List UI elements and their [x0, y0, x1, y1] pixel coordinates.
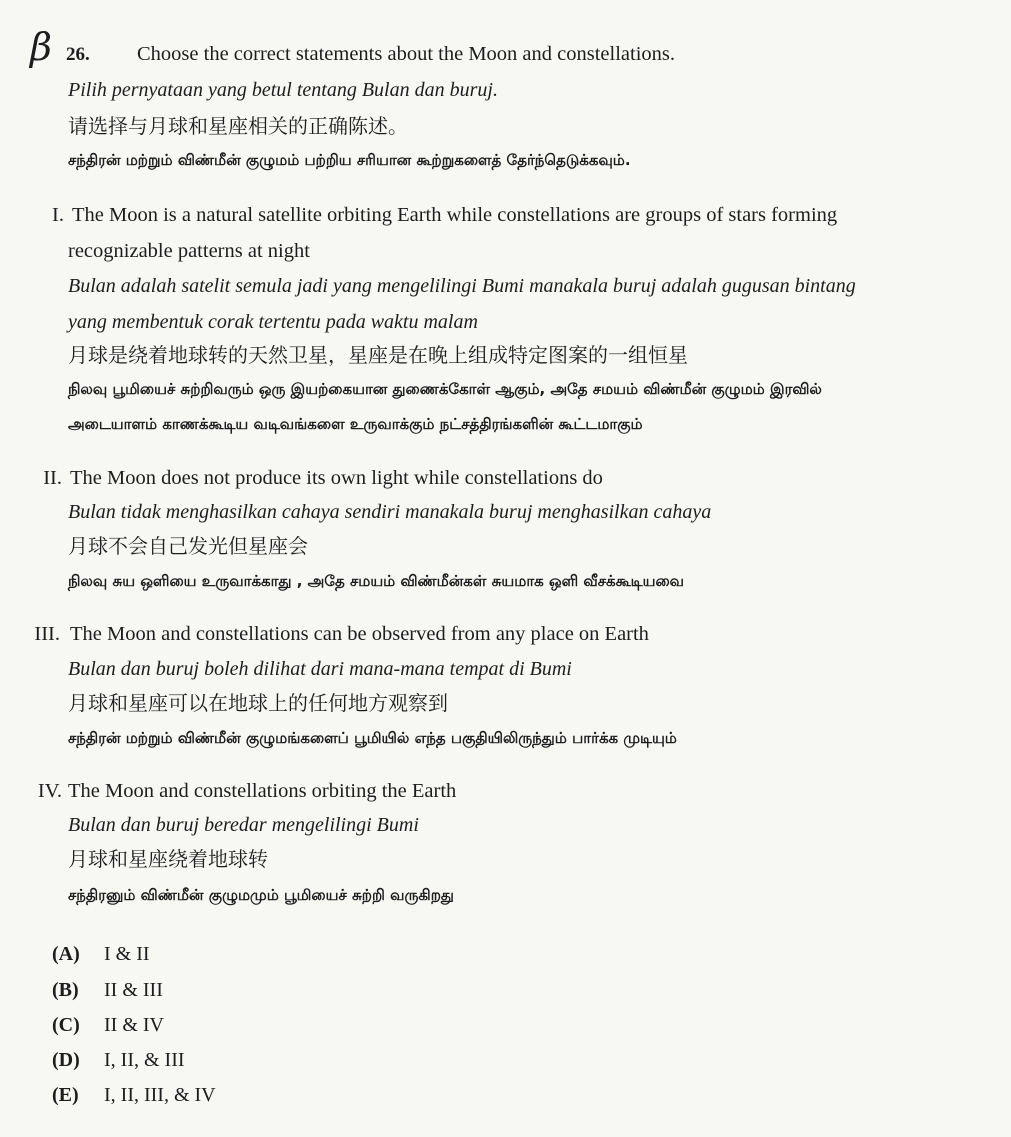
statement-numeral: II. [43, 467, 62, 489]
statement-ms-line: Bulan tidak menghasilkan cahaya sendiri manakala buruj menghasilkan cahaya [68, 501, 712, 523]
option-text: I, II, III, & IV [104, 1084, 216, 1106]
option-text: I, II, & III [104, 1049, 185, 1071]
statement-ms-line: yang membentuk corak tertentu pada waktu malam [68, 311, 478, 333]
statement-en-line: The Moon and constellations can be observed from any place on Earth [70, 623, 649, 645]
question-stem-zh: 请选择与月球和星座相关的正确陈述。 [68, 114, 408, 138]
statement-en-line: The Moon and constellations orbiting the Earth [68, 780, 457, 802]
statement-en-line: recognizable patterns at night [68, 240, 310, 262]
question-stem-ms: Pilih pernyataan yang betul tentang Bulan dan buruj. [68, 79, 498, 101]
statement-zh-line: 月球和星座绕着地球转 [68, 847, 268, 871]
question-number: 26. [66, 44, 90, 65]
option-letter: (C) [52, 1014, 80, 1036]
option-letter: (D) [52, 1049, 80, 1071]
question-stem-en: Choose the correct statements about the Moon and constellations. [137, 43, 675, 65]
statement-en-line: The Moon is a natural satellite orbiting Earth while constellations are groups of stars forming [72, 204, 838, 226]
beta-marker: β [30, 25, 52, 69]
statement-numeral: I. [52, 204, 64, 226]
statement-zh-line: 月球和星座可以在地球上的任何地方观察到 [68, 691, 448, 715]
statement-zh-line: 月球是绕着地球转的天然卫星，星座是在晚上组成特定图案的一组恒星 [68, 343, 688, 367]
statement-ta-line: நிலவு பூமியைச் சுற்றிவரும் ஒரு இயற்கையான துணைக்கோள் ஆகும், அதே சமயம் விண்மீன் குழுமம் இரவில் [68, 380, 822, 398]
statement-numeral: IV. [37, 780, 62, 802]
statement-numeral: III. [34, 623, 60, 645]
statement-ta-line: அடையாளம் காணக்கூடிய வடிவங்களை உருவாக்கும் நட்சத்திரங்களின் கூட்டமாகும் [68, 415, 643, 433]
statement-ms-line: Bulan dan buruj beredar mengelilingi Bumi [68, 814, 419, 836]
statement-ta-line: சந்திரனும் விண்மீன் குழுமமும் பூமியைச் சுற்றி வருகிறது [68, 886, 454, 904]
option-letter: (B) [52, 979, 79, 1001]
statement-en-line: The Moon does not produce its own light while constellations do [70, 467, 603, 489]
statement-ta-line: நிலவு சுய ஒளியை உருவாக்காது , அதே சமயம் விண்மீன்கள் சுயமாக ஒளி வீசக்கூடியவை [68, 572, 685, 590]
option-text: II & IV [104, 1014, 164, 1036]
statement-ms-line: Bulan dan buruj boleh dilihat dari mana-mana tempat di Bumi [68, 658, 572, 680]
statement-zh-line: 月球不会自己发光但星座会 [68, 534, 308, 558]
option-text: I & II [104, 943, 150, 965]
statement-ms-line: Bulan adalah satelit semula jadi yang mengelilingi Bumi manakala buruj adalah gugusan bintang [68, 275, 856, 297]
option-letter: (E) [52, 1084, 79, 1106]
option-text: II & III [104, 979, 163, 1001]
option-letter: (A) [52, 943, 80, 965]
statement-ta-line: சந்திரன் மற்றும் விண்மீன் குழுமங்களைப் பூமியில் எந்த பகுதியிலிருந்தும் பார்க்க முடியும் [68, 729, 677, 747]
question-stem-ta: சந்திரன் மற்றும் விண்மீன் குழுமம் பற்றிய சரியான கூற்றுகளைத் தேர்ந்தெடுக்கவும். [68, 151, 631, 169]
